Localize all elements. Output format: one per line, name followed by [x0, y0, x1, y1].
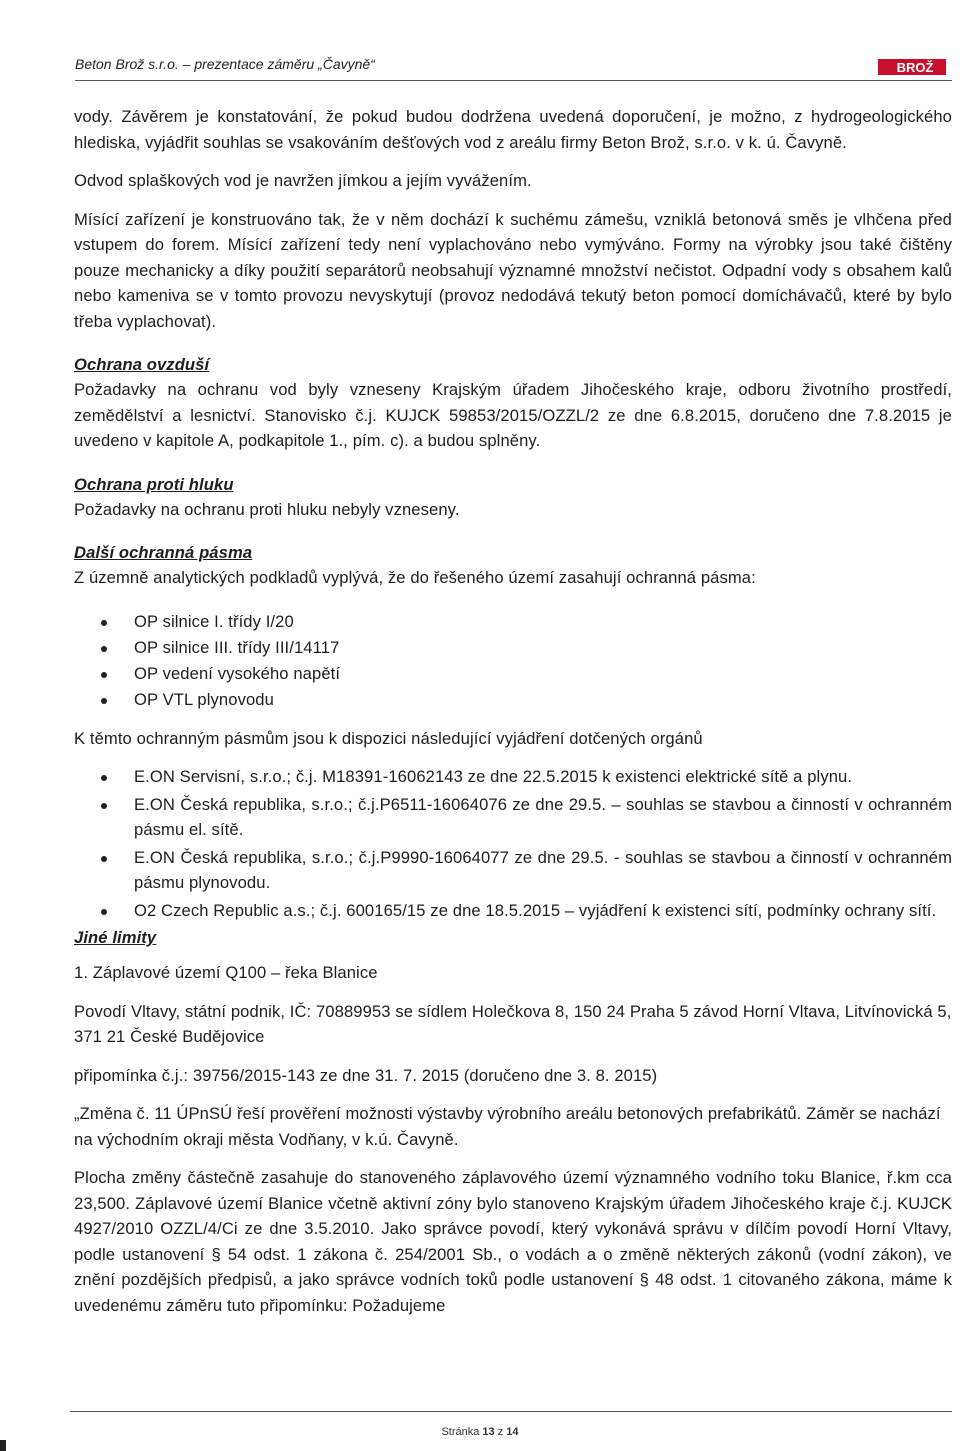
- scan-edge-mark: [0, 1440, 6, 1451]
- page-header: [75, 50, 952, 81]
- list-item: OP silnice III. třídy III/14117: [74, 635, 952, 661]
- footer-divider: [70, 1411, 952, 1412]
- list-item: OP silnice I. třídy I/20: [74, 609, 952, 635]
- list-item: OP vedení vysokého napětí: [74, 661, 952, 687]
- paragraph-flood-area: Plocha změny částečně zasahuje do stanoveného záplavového území významného vodního toku Blanice, ř.km cca 23,500. Záplavové území Blanice včetně aktivní zóny bylo stanoveno Krajským úřadem Jihočeského kraje č.j. KUJCK 4927/2010 OZZL/4/Ci ze dne 3.5.2010. Jako správce povodí, který vykonává správu v dílčím povodí Horní Vltavy, podle ustanovení § 54 odst. 1 zákona č. 254/2001 Sb., o vodách a o změně některých zákonů (vodní zákon), ve znění pozdějších předpisů, a jako správce vodních toků podle ustanovení § 48 odst. 1 citovaného zákona, máme k uvedenému záměru tuto připomínku: Požadujeme: [74, 1168, 952, 1315]
- list-item: E.ON Česká republika, s.r.o.; č.j.P9990-16064077 ze dne 29.5. - souhlas se stavbou a činností v ochranném pásmu plynovodu.: [74, 845, 952, 896]
- section-title-air: Ochrana ovzduší: [74, 355, 210, 374]
- company-logo: [876, 50, 948, 76]
- statements-list: [74, 764, 952, 923]
- paragraph-change-11: „Změna č. 11 ÚPnSÚ řeší prověření možnosti výstavby výrobního areálu betonových prefabrikátů. Záměr se nachází na východním okraji města Vodňany, v k.ú. Čavyně.: [74, 1104, 941, 1149]
- header-title: Beton Brož s.r.o. – prezentace záměru „Čavyně“: [75, 56, 375, 72]
- logo-text: BROŽ: [896, 60, 934, 75]
- section-title-zones: Další ochranná pásma: [74, 543, 253, 562]
- section-title-noise: Ochrana proti hluku: [74, 474, 234, 494]
- page-number: Stránka 13 z 14: [441, 1426, 519, 1438]
- list-item: OP VTL plynovodu: [74, 687, 952, 713]
- list-item: E.ON Česká republika, s.r.o.; č.j.P6511-16064076 ze dne 29.5. – souhlas se stavbou a činností v ochranném pásmu el. sítě.: [74, 792, 952, 843]
- paragraph-sewage: Odvod splaškových vod je navržen jímkou a jejím vyvážením.: [74, 171, 532, 190]
- section-title-limits: Jiné limity: [74, 928, 157, 947]
- zones-list: [74, 609, 952, 713]
- paragraph-river-authority: Povodí Vltavy, státní podnik, IČ: 70889953 se sídlem Holečkova 8, 150 24 Praha 5 závod Horní Vltava, Litvínovická 5, 371 21 České Budějovice: [74, 1001, 952, 1046]
- paragraph-zones-statements: K těmto ochranným pásmům jsou k dispozici následující vyjádření dotčených orgánů: [74, 728, 703, 748]
- paragraph-zones: Z územně analytických podkladů vyplývá, že do řešeného území zasahují ochranná pásma:: [74, 568, 756, 587]
- paragraph-noise: Požadavky na ochranu proti hluku nebyly vzneseny.: [74, 499, 460, 519]
- paragraph-flood-zone: 1. Záplavové území Q100 – řeka Blanice: [74, 963, 378, 982]
- paragraph-air: Požadavky na ochranu vod byly vzneseny Krajským úřadem Jihočeského kraje, odboru životního prostředí, zemědělství a lesnictví. Stanovisko č.j. KUJCK 59853/2015/OZZL/2 ze dne 6.8.2015, doručeno dne 7.8.2015 je uvedeno v kapitole A, podkapitole 1., pím. c). a budou splněny.: [74, 380, 952, 450]
- list-item: O2 Czech Republic a.s.; č.j. 600165/15 ze dne 18.5.2015 – vyjádření k existenci sítí, podmínky ochrany sítí.: [74, 898, 952, 924]
- paragraph-comment-ref: připomínka č.j.: 39756/2015-143 ze dne 31. 7. 2015 (doručeno dne 3. 8. 2015): [74, 1065, 658, 1085]
- list-item: E.ON Servisní, s.r.o.; č.j. M18391-16062143 ze dne 22.5.2015 k existenci elektrické sítě a plynu.: [74, 764, 952, 790]
- paragraph-mixing: Mísící zařízení je konstruováno tak, že v něm dochází k suchému zámešu, vzniklá betonová směs je vlhčena před vstupem do forem. Mísící zařízení tedy není vyplachováno nebo vymýváno. Formy na výrobky jsou také čištěny pouze mechanicky a díky použití separátorů neobsahují významné množství nečistot. Odpadní vody s obsahem kalů nebo kameniva se v tomto provozu nevyskytují (provoz nedodává tekutý beton pomocí domíchávačů, které by bylo třeba vyplachovat).: [74, 209, 952, 331]
- document-body: [74, 104, 952, 1318]
- paragraph-conclusion: vody. Závěrem je konstatování, že pokud budou dodržena uvedená doporučení, je možno, z hydrogeologického hlediska, vyjádřit souhlas se vsakováním dešťových vod z areálu firmy Beton Brož, s.r.o. v k. ú. Čavyně.: [74, 107, 952, 152]
